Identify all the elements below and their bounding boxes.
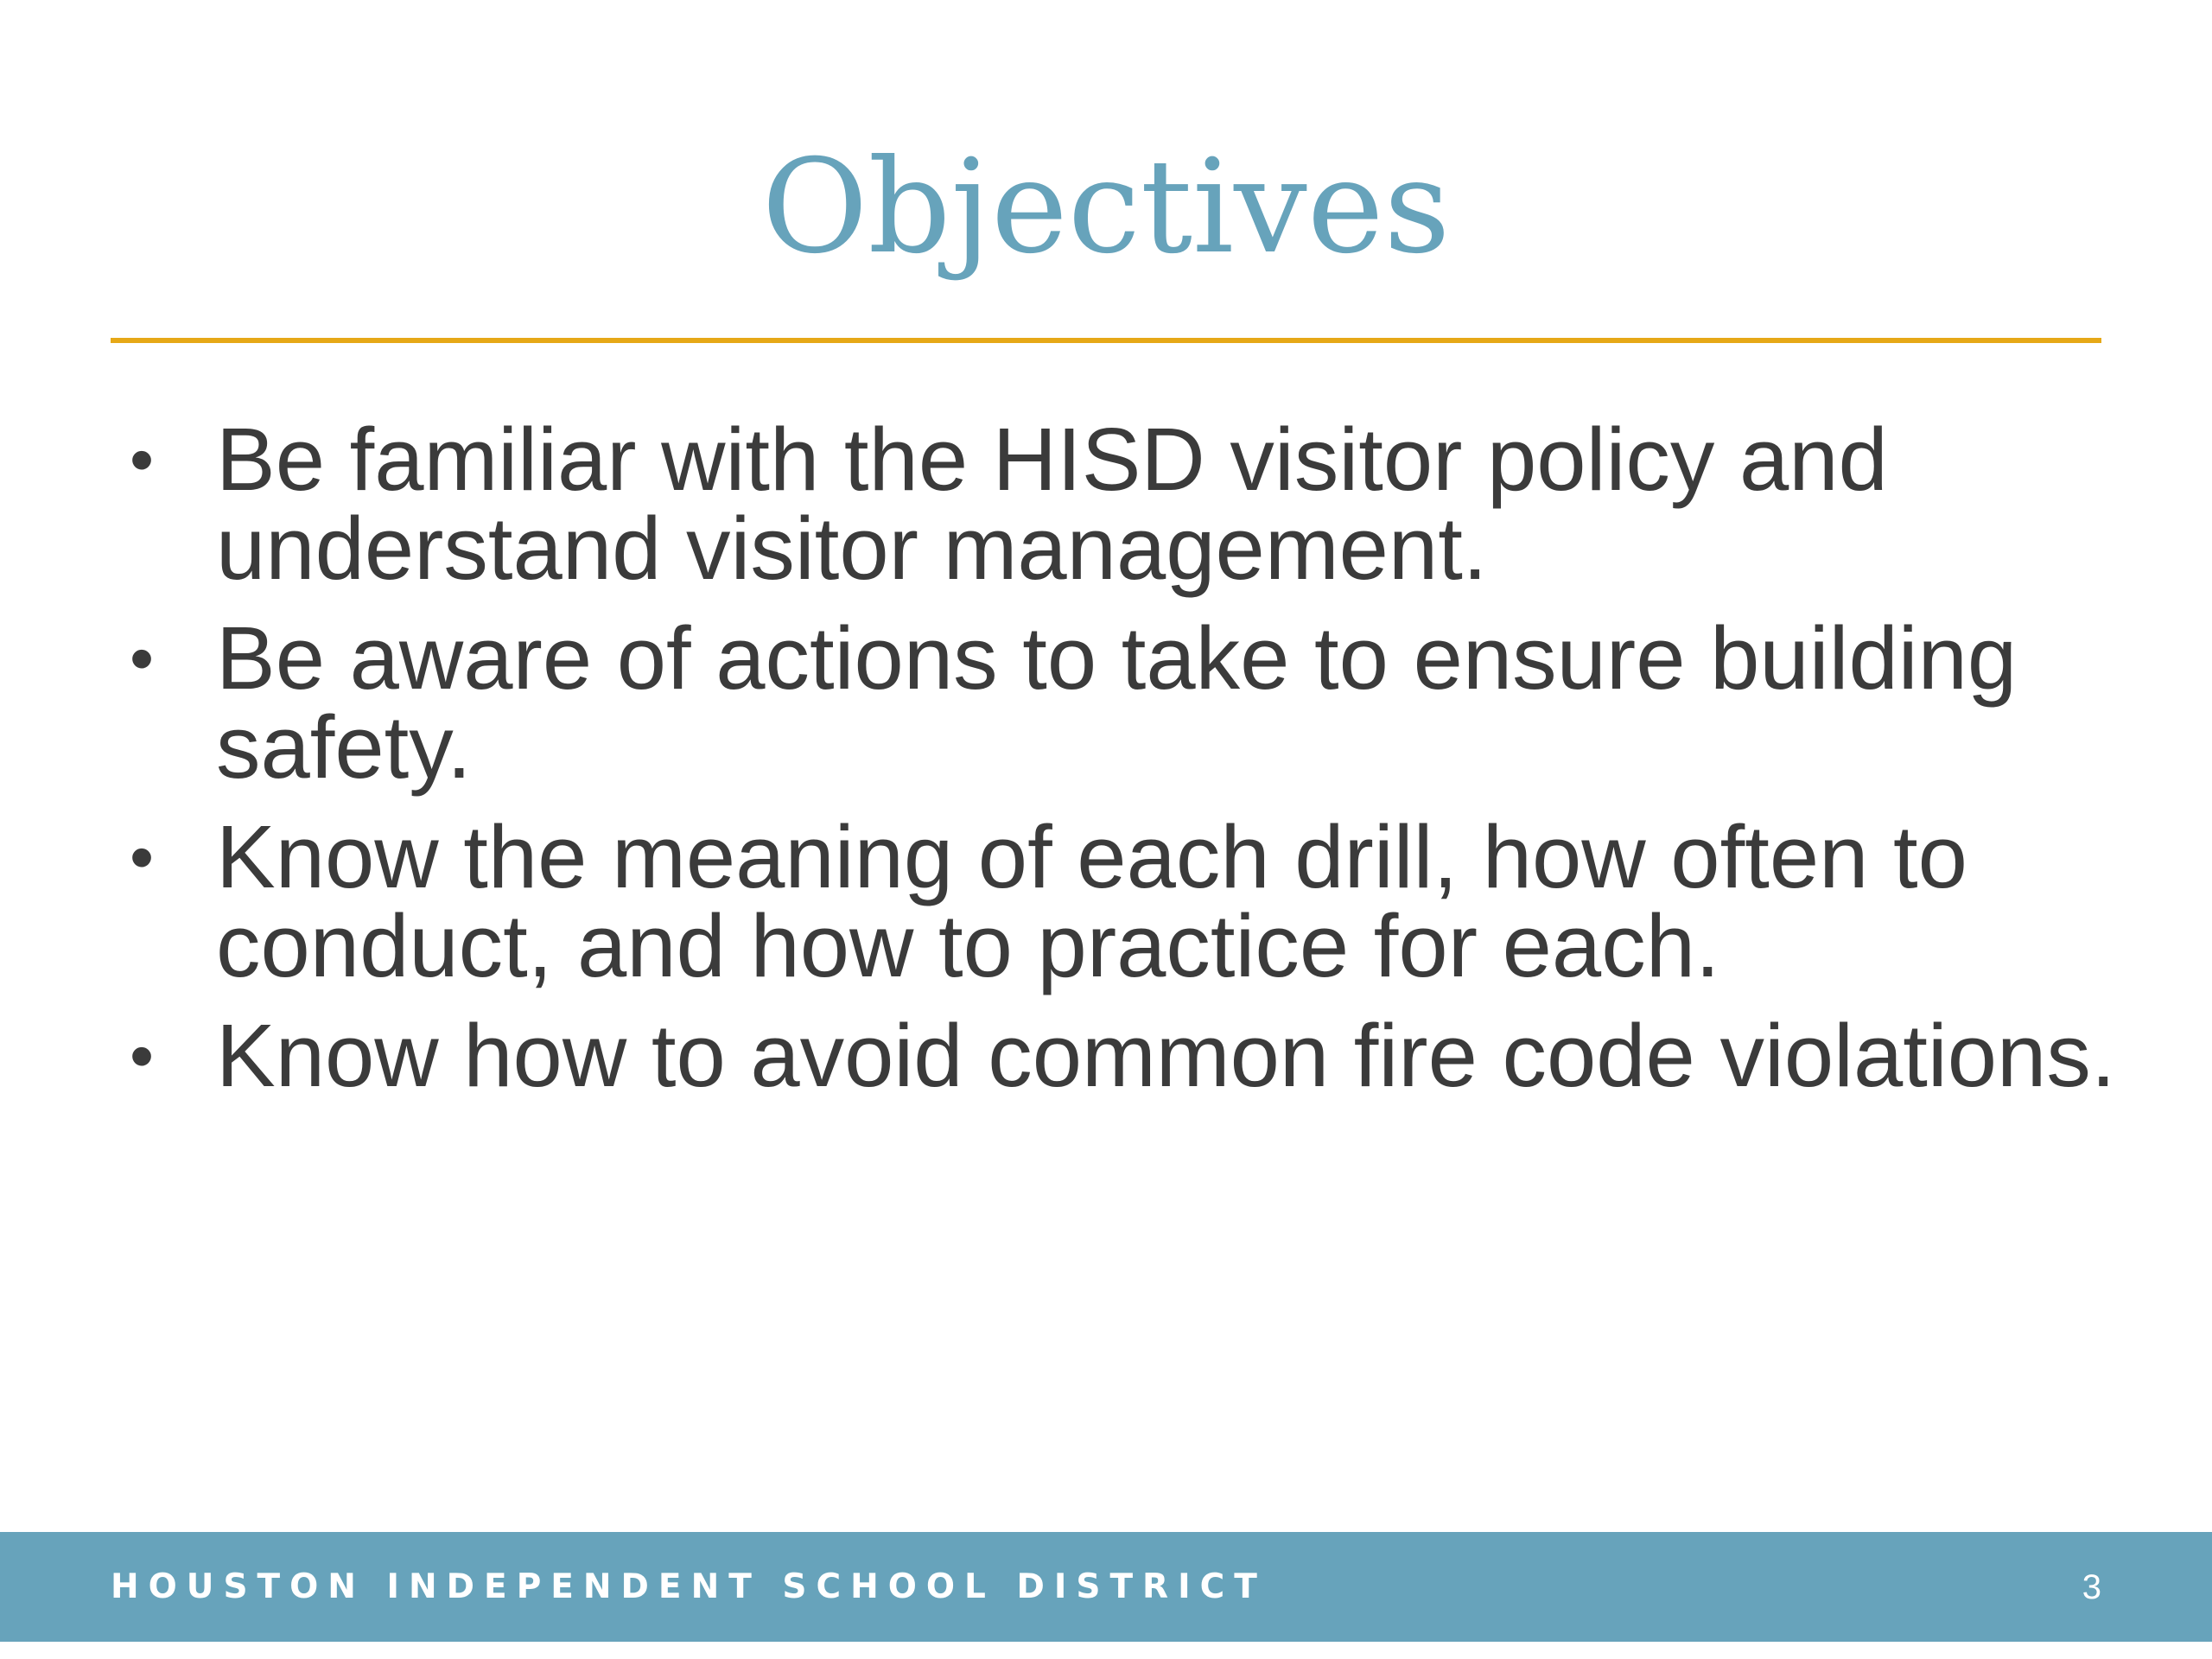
list-item: [0, 608, 2117, 797]
bullet-text: Be aware of actions to take to ensure building safety.: [216, 608, 2018, 797]
bullet-icon: •: [130, 818, 155, 895]
list-item: [0, 807, 2117, 995]
bullet-icon: •: [130, 1017, 155, 1094]
bullet-text: Know the meaning of each drill, how often to conduct, and how to practice for each.: [216, 807, 1967, 995]
list-item: [0, 1006, 2117, 1105]
objectives-list: [0, 410, 2212, 1121]
footer-organization-name: HOUSTON INDEPENDENT SCHOOL DISTRICT: [111, 1567, 1267, 1606]
list-item: [0, 410, 2117, 598]
bullet-icon: •: [130, 421, 155, 498]
bullet-text: Know how to avoid common fire code violations.: [216, 1006, 2116, 1105]
slide-title: Objectives: [761, 132, 1451, 283]
page-number: 3: [2082, 1568, 2101, 1606]
bullet-icon: •: [130, 620, 155, 696]
footer-band: [0, 1532, 2212, 1642]
bullet-text: Be familiar with the HISD visitor policy and understand visitor management.: [216, 410, 1888, 598]
title-divider: [111, 338, 2101, 343]
